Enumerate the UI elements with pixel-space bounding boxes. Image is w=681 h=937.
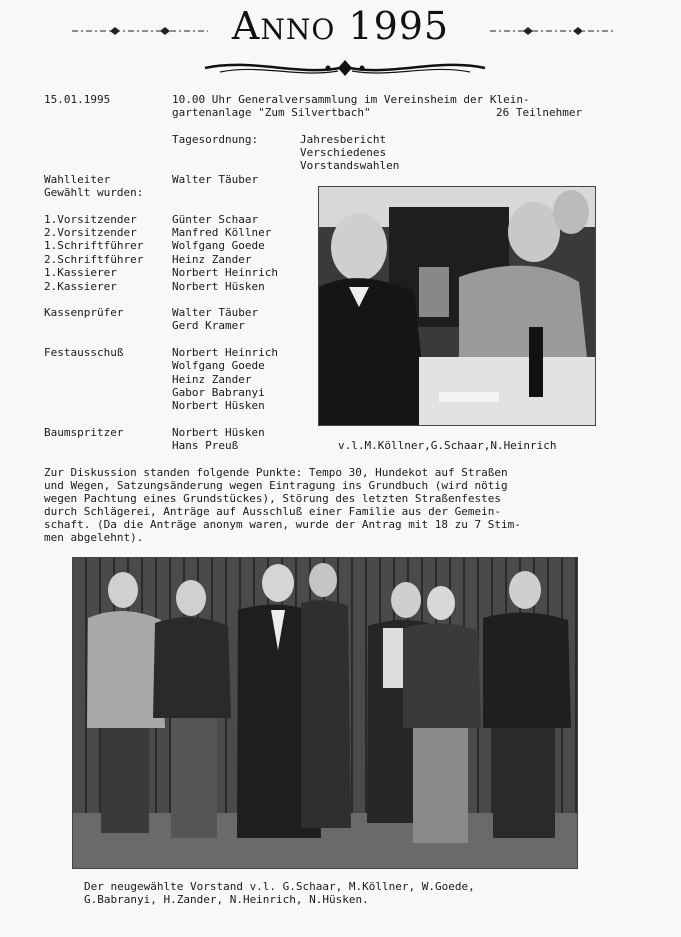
auditors-label: Kassenprüfer [44,306,124,319]
discussion-line: men abgelehnt). [44,531,144,544]
meeting-photo [318,186,596,426]
title-initial: A [231,4,261,48]
discussion-line: und Wegen, Satzungsänderung wegen Eintragung ins Grundbuch (wird nötig [44,479,508,492]
auditor-name: Gerd Kramer [172,319,245,332]
meeting-line2: gartenanlage "Zum Silvertbach" [172,106,371,119]
agenda-item: Verschiedenes [300,146,387,159]
photo2-caption-line2: G.Babranyi, H.Zander, N.Heinrich, N.Hüsken. [84,893,369,906]
position-role: 2.Schriftführer [44,253,144,266]
title-underline-ornament [200,56,490,80]
position-name: Manfred Köllner [172,226,272,239]
auditor-name: Walter Täuber [172,306,259,319]
election-leader-label: Wahlleiter [44,173,111,186]
discussion-line: Zur Diskussion standen folgende Punkte: Tempo 30, Hundekot auf Straßen [44,466,508,479]
election-leader-name: Walter Täuber [172,173,259,186]
festival-label: Festausschuß [44,346,124,359]
position-name: Heinz Zander [172,253,252,266]
festival-member: Gabor Babranyi [172,386,265,399]
festival-member: Heinz Zander [172,373,252,386]
title-year: 1995 [348,4,450,48]
spray-label: Baumspritzer [44,426,124,439]
agenda-item: Vorstandswahlen [300,159,400,172]
position-role: 2.Vorsitzender [44,226,137,239]
position-name: Norbert Heinrich [172,266,278,279]
title-rest: NNO [260,13,336,46]
board-group-photo [72,557,578,869]
festival-member: Norbert Heinrich [172,346,278,359]
discussion-line: schaft. (Da die Anträge anonym waren, wurde der Antrag mit 18 zu 7 Stim- [44,518,521,531]
discussion-line: wegen Pachtung eines Grundstückes), Störung des letzten Straßenfestes [44,492,501,505]
left-flourish-ornament [70,24,210,38]
agenda-label: Tagesordnung: [172,133,259,146]
photo2-caption-line1: Der neugewählte Vorstand v.l. G.Schaar, M.Köllner, W.Goede, [84,880,475,893]
festival-member: Wolfgang Goede [172,359,265,372]
photo1-caption: v.l.M.Köllner,G.Schaar,N.Heinrich [338,439,557,452]
meeting-date: 15.01.1995 [44,93,111,106]
discussion-line: durch Schlägerei, Anträge auf Ausschluß einer Familie aus der Gemein- [44,505,501,518]
elected-label: Gewählt wurden: [44,186,144,199]
festival-member: Norbert Hüsken [172,399,265,412]
position-role: 1.Kassierer [44,266,117,279]
position-name: Günter Schaar [172,213,259,226]
right-flourish-ornament [488,24,618,38]
spray-member: Hans Preuß [172,439,239,452]
position-name: Wolfgang Goede [172,239,265,252]
meeting-line1: 10.00 Uhr Generalversammlung im Vereinsheim der Klein- [172,93,530,106]
position-name: Norbert Hüsken [172,280,265,293]
spray-member: Norbert Hüsken [172,426,265,439]
position-role: 2.Kassierer [44,280,117,293]
position-role: 1.Schriftführer [44,239,144,252]
position-role: 1.Vorsitzender [44,213,137,226]
agenda-item: Jahresbericht [300,133,387,146]
participant-count: 26 Teilnehmer [496,106,583,119]
